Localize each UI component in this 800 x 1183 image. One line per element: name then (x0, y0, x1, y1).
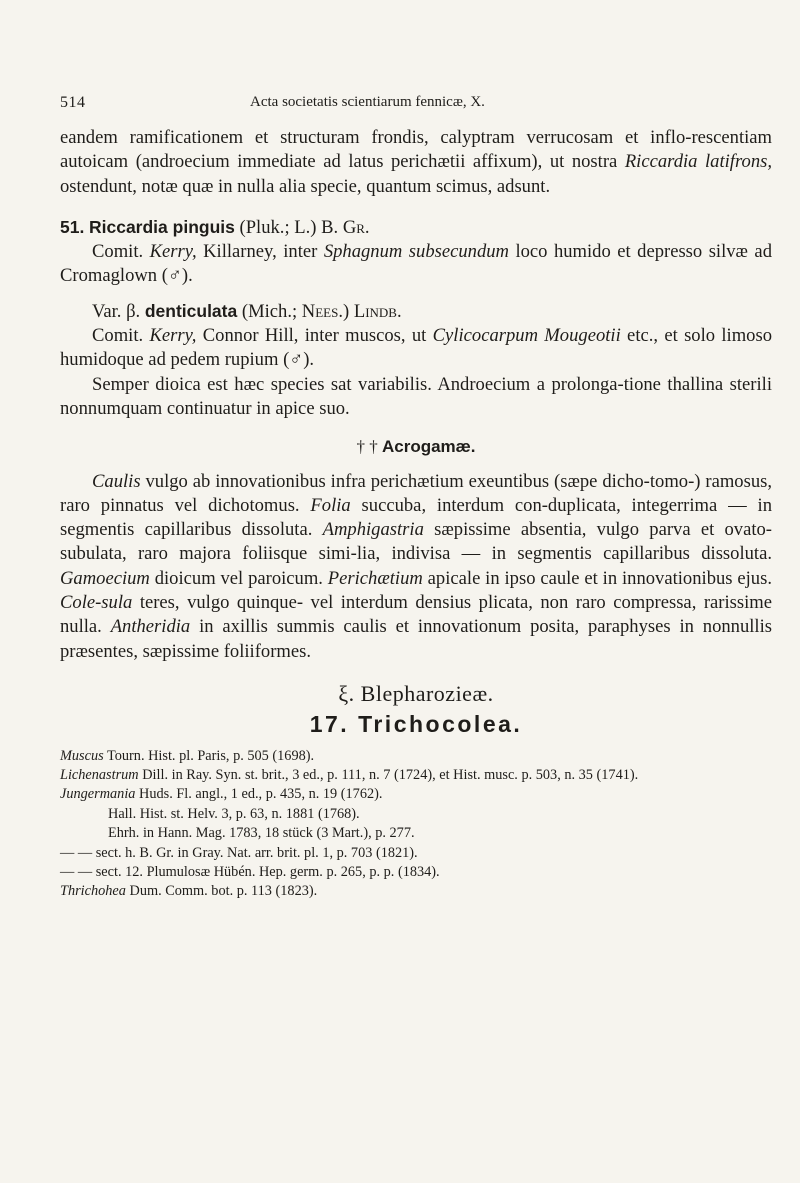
synonym-name: Lichenastrum (60, 766, 139, 783)
variety-note: Semper dioica est hæc species sat variabilis. Androecium a prolonga-tione thallina sterili nonnumquam continuatur in apice suo. (60, 373, 772, 419)
synonym-entry (60, 863, 772, 882)
page-header (60, 94, 760, 116)
synonym-entry (60, 785, 772, 804)
term-colesula: Cole-sula (60, 592, 133, 614)
term-amphigastria: Amphigastria (322, 519, 424, 541)
intro-genus-name: Riccardia latifrons, (624, 151, 772, 173)
term-gamoecium: Gamoecium (60, 567, 150, 589)
variety-heading (60, 299, 772, 324)
variety-place: Kerry, (149, 325, 197, 347)
intro-text-end: ostendunt, notæ quæ in nulla alia specie, quantum scimus, adsunt. (60, 175, 551, 197)
desc-perichaetium: apicale in ipso caule et in innovationibus ejus. (422, 567, 772, 589)
term-antheridia: Antheridia (110, 616, 191, 638)
comit-label: Comit. (92, 241, 150, 263)
variety-authority-sep: ) (343, 300, 354, 322)
species-name: Riccardia pinguis (88, 216, 235, 237)
subfamily-heading: ξ. Blepharozieæ. (338, 680, 494, 706)
synonym-name: Muscus (60, 747, 104, 764)
species-number: 51. (60, 216, 85, 237)
page-number: 514 (60, 94, 86, 111)
term-caulis: Caulis (92, 470, 141, 492)
locality-moss: Sphagnum subsecundum (323, 241, 509, 263)
synonym-entry (60, 882, 772, 901)
acrogamae-heading (60, 435, 772, 459)
desc-amphigastria: sæpissime absentia, vulgo parva et ovato-subulata, raro majora foliisque simi-lia, indivisa — in segmentis capillaribus dissoluta. (60, 519, 772, 565)
intro-text: eandem ramificationem et structuram frondis, calyptram verrucosam et inflo-rescentiam autoicam (androecium immediate ad latus perichætii affixum), ut nostra (60, 127, 772, 173)
term-perichaetium: Perichætium (327, 567, 423, 589)
variety-authority-lindb: Lindb. (353, 300, 402, 322)
running-title: Acta societatis scientiarum fennicæ, X. (250, 94, 485, 110)
locality-text: Killarney, inter (196, 241, 324, 263)
term-folia: Folia (310, 494, 351, 516)
synonym-entry (60, 805, 772, 824)
variety-locality (60, 324, 772, 373)
synonym-entry (60, 824, 772, 843)
intro-paragraph (60, 126, 772, 199)
desc-colesula: teres, vulgo quinque- vel interdum densius plicata, non raro compressa, rarissime nulla. (60, 592, 772, 638)
synonym-ref: Dum. Comm. bot. p. 113 (1823). (125, 883, 318, 900)
locality-text-end: loco humido et depresso silvæ ad Cromaglown (♂). (60, 241, 772, 287)
species-heading (60, 215, 772, 240)
genus-number: 17. (309, 711, 350, 738)
variety-authority-nees: Nees. (301, 300, 343, 322)
species-authority-abbrev: Gr. (342, 216, 370, 238)
synonym-ref: Dill. in Ray. Syn. st. brit., 3 ed., p. 111, n. 7 (1724), et Hist. musc. p. 503, n. 35 (1741). (138, 766, 639, 783)
double-cross-icon: † † (356, 437, 382, 457)
variety-text: Connor Hill, inter muscos, ut (196, 325, 433, 347)
synonymy-list (60, 747, 772, 902)
synonym-ref: Huds. Fl. angl., 1 ed., p. 435, n. 19 (1762). (135, 786, 383, 803)
variety-authority: (Mich.; (237, 300, 302, 322)
desc-folia: succuba, interdum con-duplicata, integerrima — in segmentis capillaribus dissoluta. (60, 494, 772, 541)
synonym-name: Jungermania (60, 786, 136, 803)
genus-heading (60, 712, 772, 736)
synonym-ref: Hall. Hist. st. Helv. 3, p. 63, n. 1881 (1768). (108, 805, 360, 822)
variety-moss: Cylicocarpum Mougeotii (432, 325, 621, 347)
synonym-ref: — — sect. 12. Plumulosæ Hübén. Hep. germ. p. 265, p. p. (1834). (60, 863, 440, 880)
synonym-ref: Tourn. Hist. pl. Paris, p. 505 (1698). (103, 747, 315, 764)
genus-name: Trichocolea. (358, 711, 523, 738)
group-description (60, 470, 772, 664)
synonym-ref: Ehrh. in Hann. Mag. 1783, 18 stück (3 Mart.), p. 277. (108, 825, 415, 842)
species-authority: (Pluk.; L.) B. (234, 216, 343, 238)
variety-comit-label: Comit. (92, 325, 150, 347)
variety-text-end: etc., et solo limoso humidoque ad pedem rupium (♂). (60, 325, 772, 371)
synonym-entry (60, 747, 772, 766)
variety-label: Var. β. (92, 300, 145, 322)
variety-name: denticulata (144, 300, 238, 321)
species-locality (60, 240, 772, 289)
locality-place: Kerry, (149, 241, 197, 263)
desc-caulis: vulgo ab innovationibus infra perichætium exeuntibus (sæpe dicho-tomo-) ramosus, raro pinnatus vel dichotomus. (60, 470, 772, 516)
page-body (60, 126, 772, 902)
desc-antheridia: in axillis summis caulis et innovationum posita, paraphyses in nonnullis præsentes, sæpissime foliiformes. (60, 616, 772, 662)
acrogamae-title: Acrogamæ. (381, 437, 476, 457)
synonym-entry (60, 844, 772, 863)
synonym-name: Thrichohea (60, 883, 126, 900)
synonym-ref: — — sect. h. B. Gr. in Gray. Nat. arr. brit. pl. 1, p. 703 (1821). (60, 844, 418, 861)
desc-gamoecium: dioicum vel paroicum. (149, 567, 328, 589)
synonym-entry (60, 766, 772, 785)
